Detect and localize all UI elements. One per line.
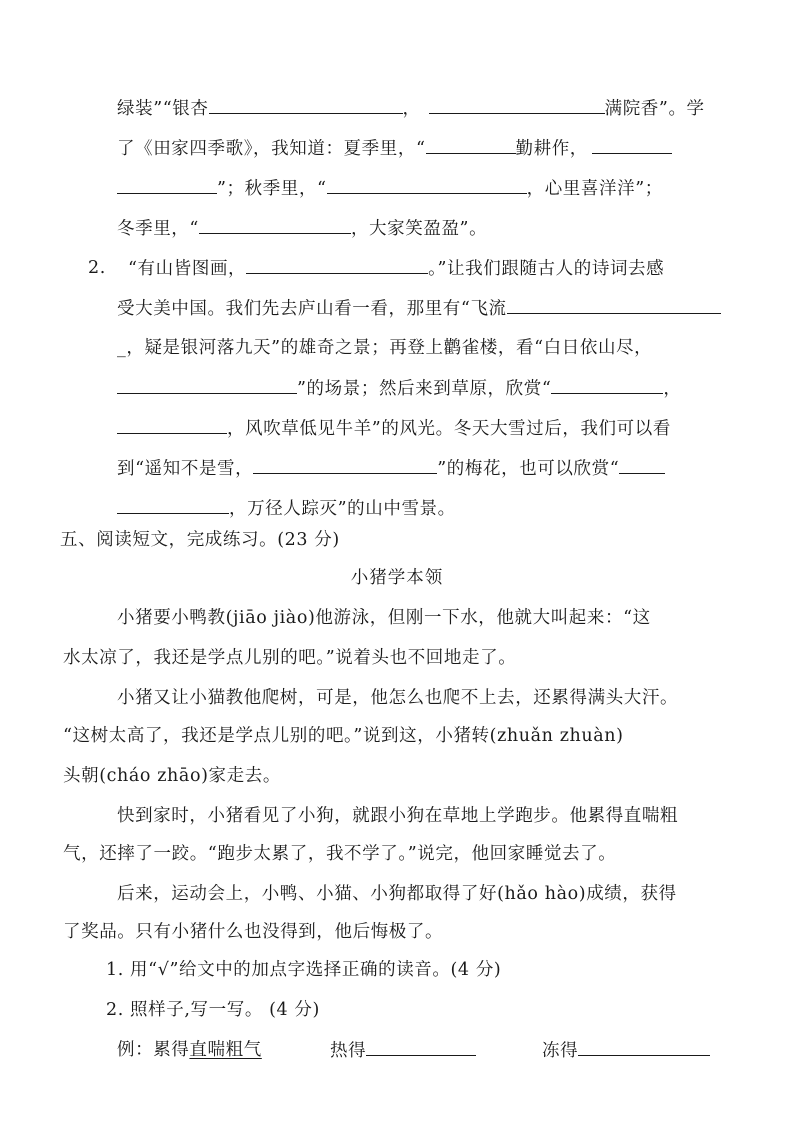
passage-line: 快到家时，小猪看见了小狗，就跟小狗在草地上学跑步。他累得直喘粗	[117, 806, 679, 826]
q2-line-1: “有山皆图画， 。”让我们跟随古人的诗词去感	[128, 256, 664, 281]
example-row: 例：累得直喘粗气	[117, 1040, 262, 1060]
answer-blank[interactable]	[366, 1038, 476, 1056]
fill-blank[interactable]	[253, 456, 437, 474]
example-item-3: 冻得	[542, 1038, 710, 1063]
fill-blank[interactable]	[327, 176, 527, 194]
fill-blank[interactable]	[117, 176, 217, 194]
fill-blank[interactable]	[429, 96, 605, 114]
q2-line-2: 受大美中国。我们先去庐山看一看，那里有“飞流	[117, 296, 721, 321]
answer-blank[interactable]	[578, 1038, 710, 1056]
fill-blank[interactable]	[117, 416, 227, 434]
fill-blank[interactable]	[117, 376, 297, 394]
passage-line: 后来，运动会上，小鸭、小猫、小狗都取得了好(hǎo hào)成绩，获得	[117, 884, 677, 904]
fill-blank[interactable]	[117, 496, 229, 514]
passage-line: 气，还摔了一跤。“跑步太累了，我不学了。”说完，他回家睡觉去了。	[63, 844, 617, 864]
fill-blank[interactable]	[199, 216, 351, 234]
passage-line: “这树太高了，我还是学点儿别的吧。”说到这，小猪转(zhuǎn zhuàn)	[63, 726, 624, 746]
question-1: 1. 用“√”给文中的加点字选择正确的读音。(4 分)	[106, 960, 502, 980]
q2-number: 2.	[88, 258, 106, 278]
passage-line: 水太凉了，我还是学点儿别的吧。”说着头也不回地走了。	[63, 648, 517, 668]
q2-line-6: 到“遥知不是雪， ”的梅花，也可以欣赏“	[117, 456, 665, 481]
passage-title: 小猪学本领	[350, 568, 444, 588]
example-answer: 直喘粗气	[189, 1040, 262, 1060]
passage-line: 小猪又让小猫教他爬树，可是，他怎么也爬不上去，还累得满头大汗。	[117, 688, 679, 708]
fill-blank[interactable]	[592, 136, 672, 154]
q2-line-7: ，万径人踪灭”的山中雪景。	[117, 496, 456, 521]
q2-line-5: ，风吹草低见牛羊”的风光。冬天大雪过后，我们可以看	[117, 416, 671, 441]
question-2: 2. 照样子,写一写。 (4 分)	[106, 1000, 320, 1020]
q1-line-1: 绿装”“银杏 ， 满院香”。学	[117, 96, 705, 121]
fill-blank[interactable]	[246, 256, 428, 274]
fill-blank[interactable]	[551, 376, 663, 394]
q1-line-2: 了《田家四季歌》，我知道：夏季里，“ 勤耕作，	[117, 136, 672, 161]
passage-line: 了奖品。只有小猪什么也没得到，他后悔极了。	[63, 922, 444, 942]
passage-line: 头朝(cháo zhāo)家走去。	[63, 766, 281, 786]
fill-blank[interactable]	[426, 136, 516, 154]
q2-line-4: ”的场景；然后来到草原，欣赏“ ，	[117, 376, 682, 401]
fill-blank[interactable]	[507, 296, 721, 314]
fill-blank[interactable]	[619, 456, 665, 474]
q1-line-4: 冬季里，“ ，大家笑盈盈”。	[117, 216, 487, 241]
q2-line-3: _，疑是银河落九天”的雄奇之景；再登上鹳雀楼，看“白日依山尽，	[117, 338, 653, 358]
section-heading: 五、阅读短文，完成练习。(23 分)	[60, 530, 340, 550]
example-item-2: 热得	[330, 1038, 476, 1063]
fill-blank[interactable]	[209, 96, 403, 114]
passage-line: 小猪要小鸭教(jiāo jiào)他游泳，但刚一下水，他就大叫起来：“这	[117, 608, 651, 628]
q1-line-3: ”；秋季里，“ ，心里喜洋洋”；	[117, 176, 663, 201]
